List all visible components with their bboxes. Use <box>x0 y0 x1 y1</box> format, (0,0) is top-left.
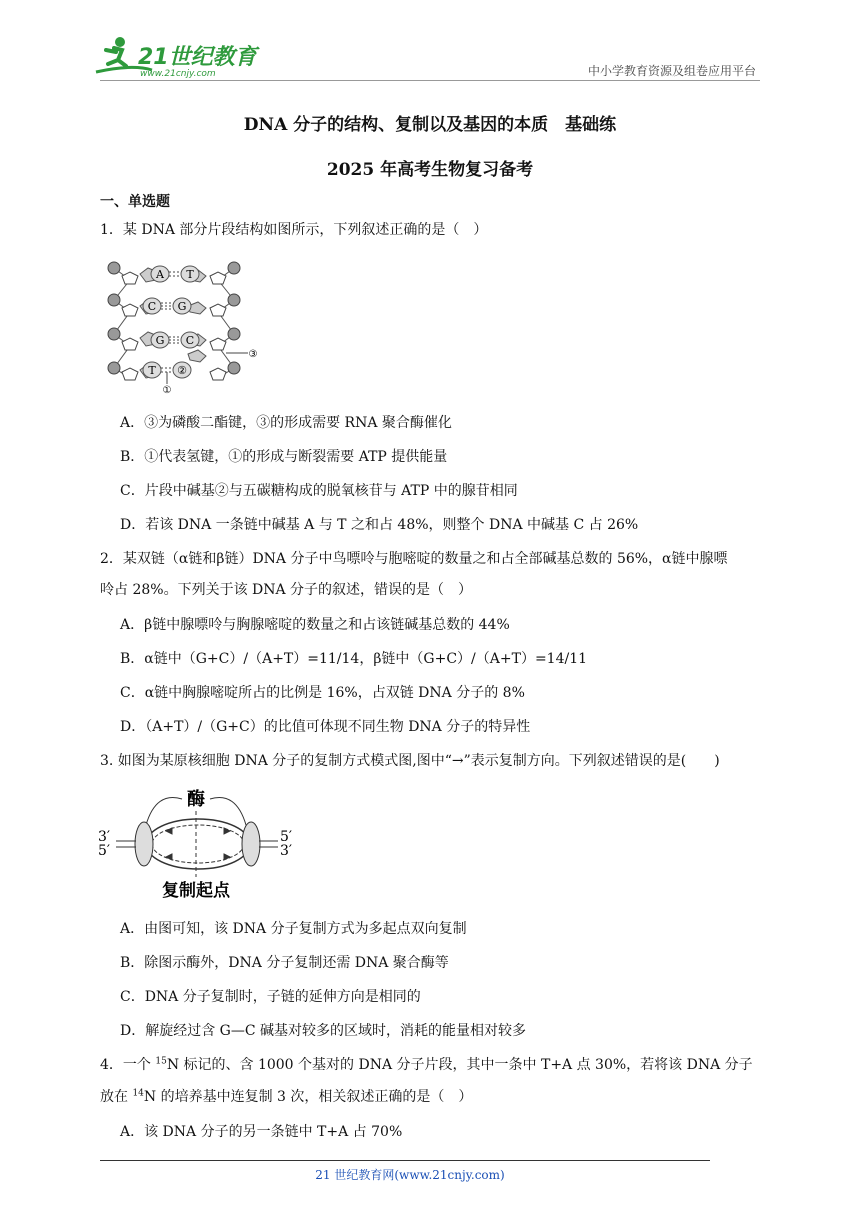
base-label: ② <box>177 364 187 377</box>
logo-text: 21世纪教育 <box>138 45 257 70</box>
q3-option-c: C．DNA 分子复制时，子链的延伸方向是相同的 <box>120 989 421 1005</box>
base-label: G <box>155 334 165 347</box>
q1-option-b: B．①代表氢键，①的形成与断裂需要 ATP 提供能量 <box>120 449 448 465</box>
figure-label-3: ③ <box>248 349 258 360</box>
strand-end-label: 5′ <box>98 843 111 859</box>
footer-link[interactable]: 21 世纪教育网(www.21cnjy.com) <box>315 1168 505 1182</box>
q3-option-d: D．解旋经过含 G—C 碱基对较多的区域时，消耗的能量相对较多 <box>120 1023 527 1039</box>
q4-option-a: A．该 DNA 分子的另一条链中 T+A 占 70% <box>120 1124 403 1140</box>
dna-structure-figure <box>100 250 270 395</box>
question-4-stem-line1: 4．一个 $^{15}$N 标记的、含 1000 个基对的 DNA 分子片段，其中一条中 T+A 点 30%，若将该 DNA 分子 <box>100 1056 753 1073</box>
figure-label-1: ① <box>162 385 172 395</box>
question-2-stem-line2: 呤占 28%。下列关于该 DNA 分子的叙述，错误的是（ ） <box>100 582 473 598</box>
q2-option-b: B．α链中（G+C）/（A+T）=11/14，β链中（G+C）/（A+T）=14/11 <box>120 651 588 667</box>
question-2-stem-line1: 2．某双链（α链和β链）DNA 分子中鸟嘌呤与胞嘧啶的数量之和占全部碱基总数的 56%，α链中腺嘌 <box>100 551 728 567</box>
base-label: C <box>147 300 157 313</box>
base-label: G <box>177 300 187 313</box>
platform-name: 中小学教育资源及组卷应用平台 <box>587 64 756 78</box>
base-label: A <box>156 268 164 281</box>
question-1-stem: 1．某 DNA 部分片段结构如图所示，下列叙述正确的是（ ） <box>100 222 488 238</box>
section-heading: 一、单选题 <box>100 194 170 210</box>
q1-option-a: A．③为磷酸二酯键，③的形成需要 RNA 聚合酶催化 <box>120 415 452 431</box>
strand-end-label: 3′ <box>98 829 111 845</box>
page-title: DNA 分子的结构、复制以及基因的本质 基础练 <box>243 115 617 135</box>
q1-option-c: C．片段中碱基②与五碳糖构成的脱氧核苷与 ATP 中的腺苷相同 <box>120 483 518 499</box>
base-label: T <box>186 268 194 281</box>
q2-option-a: A．β链中腺嘌呤与胸腺嘧啶的数量之和占该链碱基总数的 44% <box>120 617 510 633</box>
logo-url: www.21cnjy.com <box>140 69 216 79</box>
q3-option-a: A．由图可知，该 DNA 分子复制方式为多起点双向复制 <box>120 921 467 937</box>
question-3-stem: 3. 如图为某原核细胞 DNA 分子的复制方式模式图,图中“→”表示复制方向。下列叙述错误的是( ) <box>100 753 720 769</box>
question-4-stem-line2: 放在 $^{14}$N 的培养基中连复制 3 次，相关叙述正确的是（ ） <box>100 1088 473 1105</box>
q2-option-c: C．α链中胸腺嘧啶所占的比例是 16%，占双链 DNA 分子的 8% <box>120 685 525 701</box>
q1-option-d: D．若该 DNA 一条链中碱基 A 与 T 之和占 48%，则整个 DNA 中碱基 C 占 26% <box>120 517 639 533</box>
strand-end-label: 3′ <box>280 843 293 859</box>
base-label: T <box>148 364 156 377</box>
footer-divider <box>100 1160 710 1161</box>
enzyme-label: 酶 <box>187 789 205 810</box>
page-subtitle: 2025 年高考生物复习备考 <box>326 160 534 180</box>
site-logo <box>92 34 262 82</box>
base-label: C <box>185 334 195 347</box>
dna-replication-figure <box>96 783 306 903</box>
header-divider <box>100 80 760 81</box>
strand-end-label: 5′ <box>280 829 293 845</box>
q3-option-b: B．除图示酶外，DNA 分子复制还需 DNA 聚合酶等 <box>120 955 449 971</box>
origin-label: 复制起点 <box>162 881 230 901</box>
q2-option-d: D．（A+T）/（G+C）的比值可体现不同生物 DNA 分子的特异性 <box>120 719 531 735</box>
